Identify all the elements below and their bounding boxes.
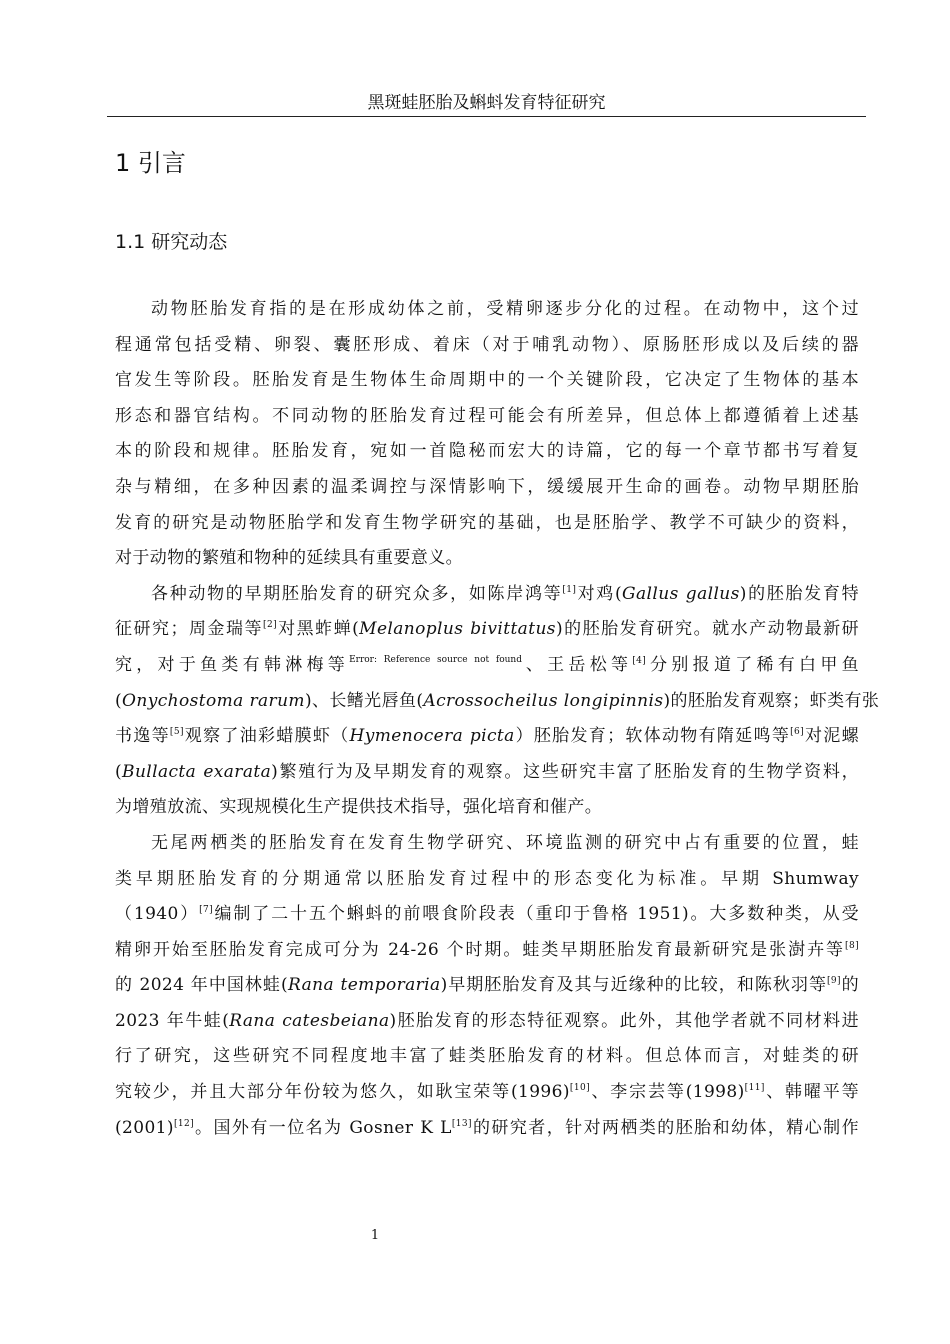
text-run: 的	[840, 975, 860, 996]
text-line	[115, 612, 859, 648]
species-name: Gallus gallus	[622, 583, 740, 604]
text-run: 的研究者，针对两栖类的胚胎和幼体，精心制作	[471, 1117, 859, 1138]
chapter-title: 1 引言	[115, 149, 186, 177]
text-run: 、韩曜平等	[764, 1082, 860, 1103]
reference-error: Error: Reference source not found	[349, 654, 522, 665]
text-run: ）胚胎发育；软体动物有隋延鸣等	[514, 726, 791, 747]
text-line	[115, 1111, 859, 1147]
text-run: 征研究；周金瑞等	[115, 619, 264, 640]
text-line: 对于动物的繁殖和物种的延续具有重要意义。	[115, 548, 463, 569]
text-run: 编制了二十五个蝌蚪的前喂食阶段表（重印于鲁格 1951)。大多数种类，从受	[213, 904, 859, 925]
body-text	[115, 292, 880, 1146]
species-name: Hymenocera picta	[349, 726, 515, 747]
text-line: 杂与精细，在多种因素的温柔调控与深情影响下，缓缓展开生命的画卷。动物早期胚胎	[115, 476, 859, 497]
text-run: )的胚胎发育研究。就水产动物最新研	[555, 619, 860, 640]
text-run: )的胚胎发育观察；虾类有张	[663, 690, 880, 711]
text-run: )繁殖行为及早期发育的观察。这些研究丰富了胚胎发育的生物学资料，	[271, 761, 859, 782]
citation[interactable]: [2]	[263, 620, 277, 631]
text-line	[115, 577, 859, 613]
species-name: Rana temporaria	[288, 975, 441, 996]
text-line	[115, 1004, 859, 1040]
text-line: 形态和器官结构。不同动物的胚胎发育过程可能会有所差异，但总体上都遵循着上述基	[115, 405, 859, 426]
citation[interactable]: [1]	[562, 584, 577, 595]
text-line: 本的阶段和规律。胚胎发育，宛如一首隐秘而宏大的诗篇，它的每一个章节都书写着复	[115, 441, 859, 462]
running-header: 黑斑蛙胚胎及蝌蚪发育特征研究	[367, 93, 606, 113]
text-line	[115, 897, 859, 933]
citation[interactable]: [11]	[744, 1083, 765, 1094]
citation[interactable]: [5]	[169, 727, 184, 738]
text-run: 对鸡(	[576, 583, 623, 604]
text-line: 无尾两栖类的胚胎发育在发育生物学研究、环境监测的研究中占有重要的位置，蛙	[151, 832, 859, 853]
text-run: )早期胚胎发育及其与近缘种的比较，和陈秋羽等	[440, 975, 828, 996]
species-name: Melanoplus bivittatus	[359, 619, 556, 640]
text-line: 程通常包括受精、卵裂、囊胚形成、着床（对于哺乳动物）、原肠胚形成以及后续的器	[115, 334, 859, 355]
text-line	[115, 684, 880, 720]
text-line	[115, 719, 859, 755]
text-run: 、王岳松等	[521, 654, 633, 675]
text-run: 究较少，并且大部分年份较为悠久，如耿宝荣等(1996)	[115, 1082, 570, 1103]
text-run: 究，对于鱼类有韩淋梅等	[115, 654, 350, 675]
text-run: 各种动物的早期胚胎发育的研究众多，如陈岸鸿等	[151, 583, 563, 604]
text-run: 对黑蚱蝉(	[276, 619, 360, 640]
species-name: Rana catesbeiana	[229, 1010, 390, 1031]
text-run: )、长鳍光唇鱼(	[304, 690, 424, 711]
text-run: 精卵开始至胚胎发育完成可分为 24-26 个时期。蛙类早期胚胎发育最新研究是张澍卉等	[115, 939, 846, 960]
text-run: 书逸等	[115, 726, 170, 747]
text-line: 类早期胚胎发育的分期通常以胚胎发育过程中的形态变化为标准。早期 Shumway	[115, 868, 859, 889]
text-run: )的胚胎发育特	[739, 583, 859, 604]
citation[interactable]: [9]	[827, 976, 841, 987]
text-line: 官发生等阶段。胚胎发育是生物体生命周期中的一个关键阶段，它决定了生物体的基本	[115, 370, 859, 391]
text-run: (	[115, 761, 123, 782]
text-run: 观察了油彩蜡膜虾（	[183, 726, 350, 747]
section-title: 1.1 研究动态	[115, 231, 228, 253]
citation[interactable]: [10]	[569, 1083, 590, 1094]
species-name: Bullacta exarata	[122, 761, 272, 782]
text-line	[115, 648, 859, 684]
text-run: )胚胎发育的形态特征观察。此外，其他学者就不同材料进	[389, 1010, 859, 1031]
text-line	[115, 1075, 859, 1111]
text-line	[115, 755, 859, 791]
text-line	[115, 933, 859, 969]
text-line	[115, 968, 859, 1004]
citation[interactable]: [7]	[199, 905, 214, 916]
species-name: Onychostoma rarum	[122, 690, 305, 711]
text-line: 行了研究，这些研究不同程度地丰富了蛙类胚胎发育的材料。但总体而言，对蛙类的研	[115, 1046, 859, 1067]
text-run: 、李宗芸等(1998)	[589, 1082, 745, 1103]
citation[interactable]: [12]	[173, 1118, 195, 1129]
text-line: 发育的研究是动物胚胎学和发育生物学研究的基础，也是胚胎学、教学不可缺少的资料，	[115, 512, 859, 533]
text-run: (	[115, 690, 123, 711]
text-run: （1940）	[115, 904, 200, 925]
text-run: 分别报道了稀有白甲鱼	[646, 654, 860, 675]
text-run: 2023 年牛蛙(	[115, 1010, 230, 1031]
text-run: 。国外有一位名为 Gosner K L	[194, 1117, 452, 1138]
text-run: 对泥螺	[804, 726, 860, 747]
page-number: 1	[370, 1228, 380, 1243]
species-name: Acrossocheilus longipinnis	[423, 690, 664, 711]
text-run: 的 2024 年中国林蛙(	[115, 975, 289, 996]
text-run: (2001)	[115, 1117, 174, 1138]
citation[interactable]: [4]	[632, 655, 647, 666]
citation[interactable]: [8]	[845, 940, 859, 951]
text-line: 为增殖放流、实现规模化生产提供技术指导，强化培育和催产。	[115, 797, 603, 818]
header-rule	[107, 116, 866, 117]
text-line: 动物胚胎发育指的是在形成幼体之前，受精卵逐步分化的过程。在动物中，这个过	[151, 299, 859, 319]
citation[interactable]: [13]	[451, 1118, 472, 1129]
citation[interactable]: [6]	[790, 727, 805, 738]
